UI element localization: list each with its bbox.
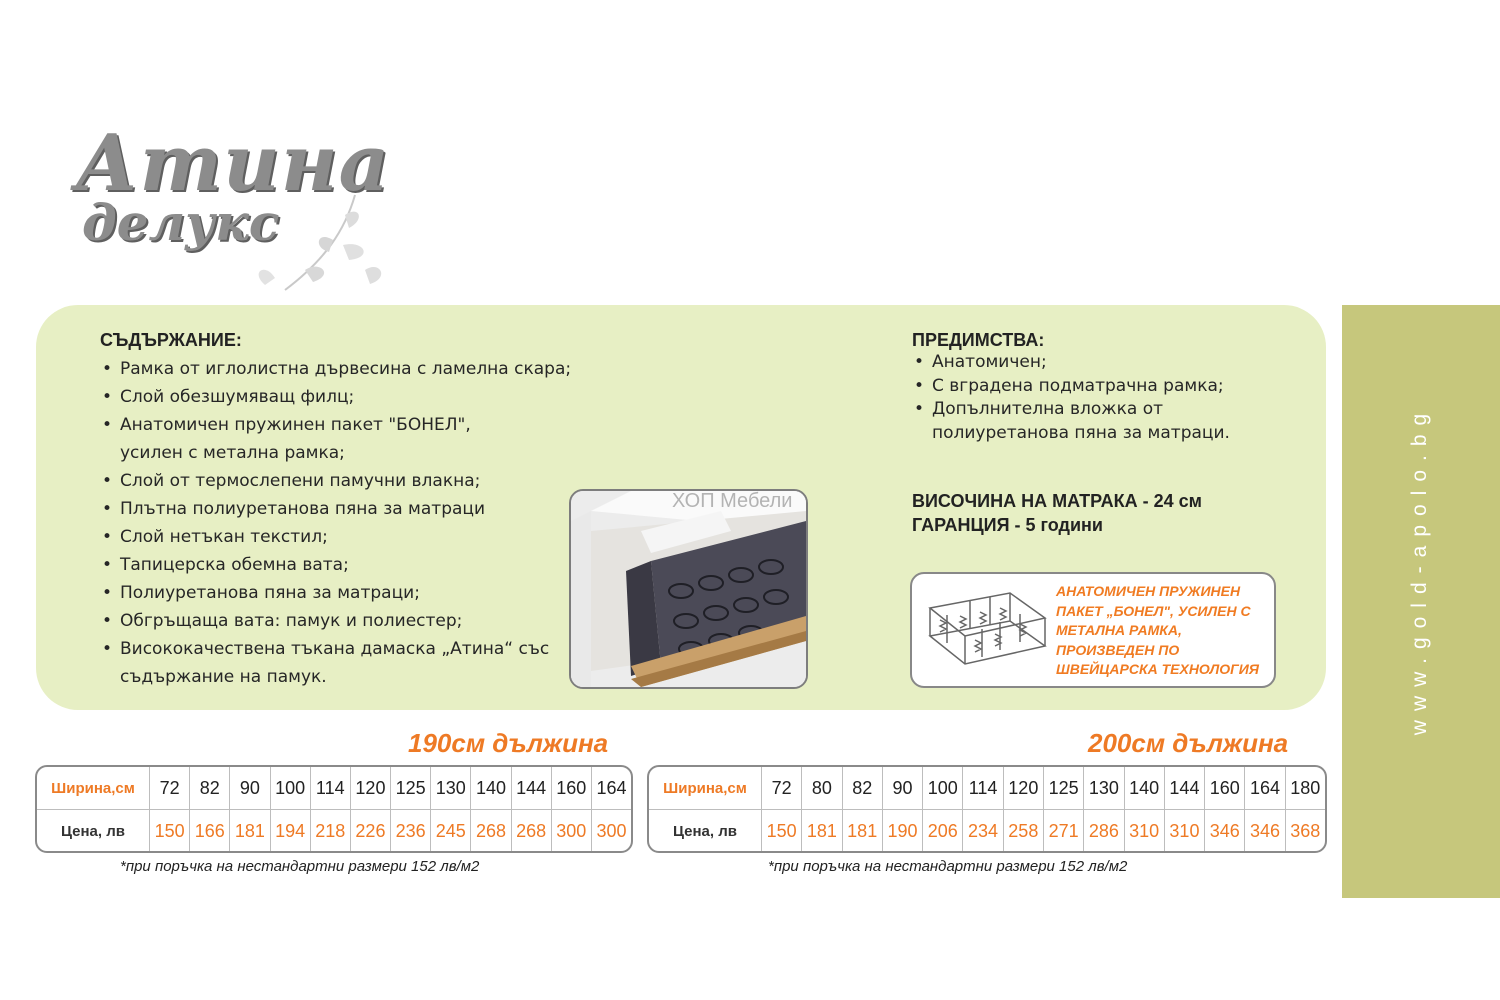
width-cell: 130 <box>431 767 471 809</box>
price-cell: 234 <box>963 810 1003 852</box>
width-cell: 82 <box>190 767 230 809</box>
list-item: • Слой нетъкан текстил; <box>100 523 620 551</box>
price-cell: 166 <box>190 810 230 852</box>
list-item: • Слой от термослепени памучни влакна; <box>100 467 620 495</box>
price-cell: 226 <box>351 810 391 852</box>
price-cell: 346 <box>1205 810 1245 852</box>
width-cell: 90 <box>883 767 923 809</box>
table-note-200: *при поръчка на нестандартни размери 152 лв/м2 <box>768 858 1128 875</box>
price-cells <box>762 810 1325 852</box>
price-cell: 268 <box>512 810 552 852</box>
list-item: • Плътна полиуретанова пяна за матраци <box>100 495 620 523</box>
width-cell: 160 <box>1205 767 1245 809</box>
width-cells <box>150 767 631 809</box>
product-subtitle: делукс <box>82 193 280 252</box>
table-caption-200: 200см дължина <box>1088 728 1289 758</box>
width-cell: 144 <box>1165 767 1205 809</box>
price-cell: 206 <box>923 810 963 852</box>
width-cell: 140 <box>1125 767 1165 809</box>
product-title: Атина <box>75 118 391 209</box>
spring-pack-icon <box>920 588 1050 672</box>
watermark: ХОП Мебели <box>672 490 793 512</box>
width-cell: 144 <box>512 767 552 809</box>
warranty: ГАРАНЦИЯ - 5 години <box>912 515 1103 535</box>
list-item: • Анатомичен; <box>912 351 1292 375</box>
width-cell: 100 <box>271 767 311 809</box>
list-item: • Висококачествена тъкана дамаска „Атина“ със съдържание на памук. <box>100 635 560 691</box>
width-cell: 140 <box>471 767 511 809</box>
spring-pack-badge <box>910 572 1276 688</box>
price-cell: 245 <box>431 810 471 852</box>
width-cell: 130 <box>1084 767 1124 809</box>
width-cell: 164 <box>596 777 627 798</box>
price-label: Цена, лв <box>649 810 762 852</box>
content-list <box>100 355 620 691</box>
list-item: • Анатомичен пружинен пакет "БОНЕЛ", усилен с метална рамка; <box>100 411 520 467</box>
advantages-list <box>912 351 1292 445</box>
advantages-heading: ПРЕДИМСТВА: <box>912 330 1045 350</box>
width-cell: 114 <box>311 767 351 809</box>
price-cell: 310 <box>1165 810 1205 852</box>
list-item: • Рамка от иглолистна дървесина с ламелна скара; <box>100 355 620 383</box>
spring-pack-text: АНАТОМИЧЕН ПРУЖИНЕН ПАКЕТ „БОНЕЛ", УСИЛЕН С МЕТАЛНА РАМКА, ПРОИЗВЕДЕН ПО ШВЕЙЦАРСКА ТЕХНОЛОГИЯ <box>1056 583 1260 677</box>
width-cell: 164 <box>1245 767 1285 809</box>
table-note-190: *при поръчка на нестандартни размери 152 лв/м2 <box>120 858 480 875</box>
price-cell: 286 <box>1084 810 1124 852</box>
width-cell: 160 <box>552 767 592 809</box>
price-cell: 268 <box>471 810 511 852</box>
price-cell: 300 <box>596 820 627 841</box>
website-url-text: www.gold-apolo.bg <box>1408 404 1432 736</box>
price-cell: 190 <box>883 810 923 852</box>
price-cell: 310 <box>1125 810 1165 852</box>
list-item: • Тапицерска обемна вата; <box>100 551 620 579</box>
mattress-cross-section-image <box>569 489 808 689</box>
width-cell: 120 <box>351 767 391 809</box>
width-cell: 72 <box>762 767 802 809</box>
width-cell: 114 <box>963 767 1003 809</box>
price-cell: 236 <box>391 810 431 852</box>
table-row <box>649 809 1325 852</box>
width-label: Ширина,см <box>649 767 762 809</box>
width-cells <box>762 767 1325 809</box>
price-cell: 194 <box>271 810 311 852</box>
table-row <box>37 767 631 809</box>
price-cell: 271 <box>1044 810 1084 852</box>
width-cell: 90 <box>230 767 270 809</box>
list-item: • С вградена подматрачна рамка; <box>912 375 1292 399</box>
price-cell: 181 <box>230 810 270 852</box>
table-row <box>37 809 631 852</box>
price-cell: 181 <box>802 810 842 852</box>
mattress-height: ВИСОЧИНА НА МАТРАКА - 24 см <box>912 491 1202 511</box>
list-item: • Обгръщаща вата: памук и полиестер; <box>100 607 620 635</box>
content-heading: СЪДЪРЖАНИЕ: <box>100 330 242 350</box>
price-cell: 181 <box>843 810 883 852</box>
list-item: • Полиуретанова пяна за матраци; <box>100 579 620 607</box>
price-label: Цена, лв <box>37 810 150 852</box>
width-cell: 80 <box>802 767 842 809</box>
price-cell: 346 <box>1245 810 1285 852</box>
price-table-190 <box>35 765 633 853</box>
leaf-ornament-icon <box>225 190 395 295</box>
width-cell: 72 <box>150 767 190 809</box>
width-cell: 125 <box>391 767 431 809</box>
width-label: Ширина,см <box>37 767 150 809</box>
width-cell: 180 <box>1290 777 1321 798</box>
table-row <box>649 767 1325 809</box>
price-cell: 150 <box>762 810 802 852</box>
mattress-specs <box>912 489 1202 537</box>
width-cell: 82 <box>843 767 883 809</box>
width-cell: 100 <box>923 767 963 809</box>
width-cell: 120 <box>1004 767 1044 809</box>
list-item: • Допълнителна вложка от полиуретанова пяна за матраци. <box>912 398 1262 445</box>
price-table-200 <box>647 765 1327 853</box>
price-cells <box>150 810 631 852</box>
list-item: • Слой обезшумяващ филц; <box>100 383 620 411</box>
price-cell: 150 <box>150 810 190 852</box>
website-url <box>1408 360 1432 780</box>
table-caption-190: 190см дължина <box>408 728 609 758</box>
price-cell: 218 <box>311 810 351 852</box>
width-cell: 125 <box>1044 767 1084 809</box>
price-cell: 300 <box>552 810 592 852</box>
price-cell: 368 <box>1290 820 1321 841</box>
price-cell: 258 <box>1004 810 1044 852</box>
